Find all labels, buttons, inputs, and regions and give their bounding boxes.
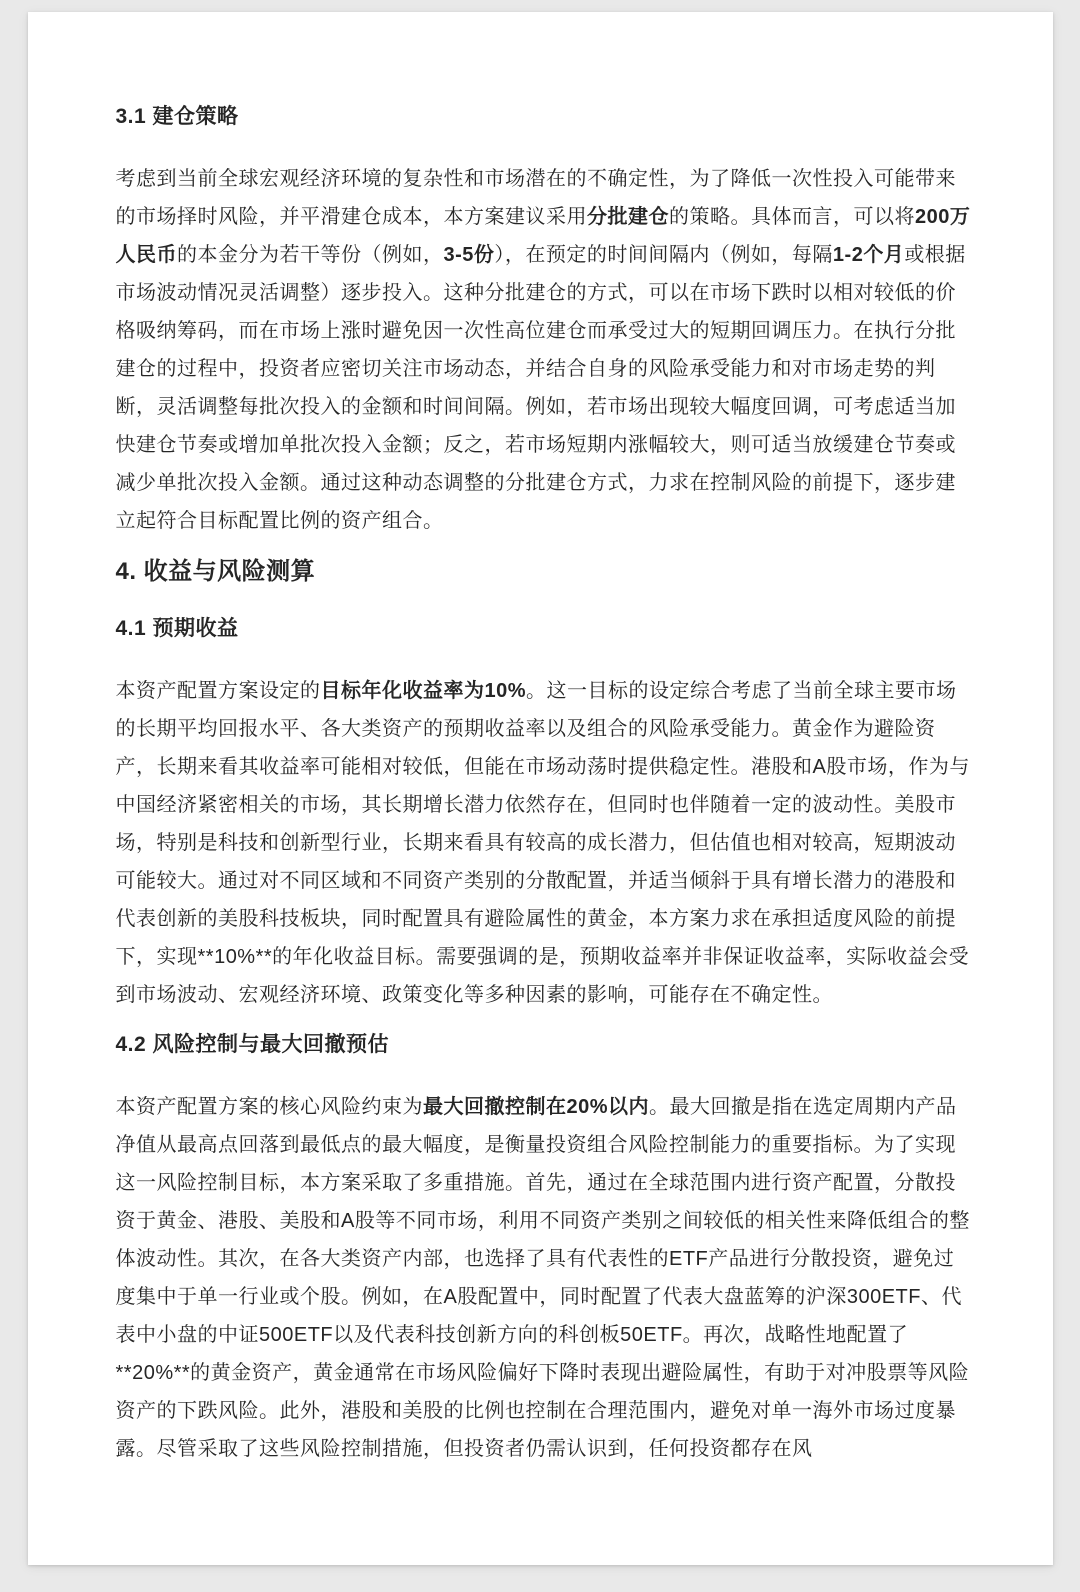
section-heading-3-1: 3.1 建仓策略	[115, 105, 239, 128]
paragraph-position-building: 考虑到当前全球宏观经济环境的复杂性和市场潜在的不确定性，为了降低一次性投入可能带来的市场择时风险，并平滑建仓成本，本方案建议采用分批建仓的策略。具体而言，可以将200万人民币的本金分为若干等份（例如，3-5份），在预定的时间间隔内（例如，每隔1-2个月或根据市场波动情况灵活调整）逐步投入。这种分批建仓的方式，可以在市场下跌时以相对较低的价格吸纳筹码，而在市场上涨时避免因一次性高位建仓而承受过大的短期回调压力。在执行分批建仓的过程中，投资者应密切关注市场动态，并结合自身的风险承受能力和对市场走势的判断，灵活调整每批次投入的金额和时间间隔。例如，若市场出现较大幅度回调，可考虑适当加快建仓节奏或增加单批次投入金额；反之，若市场短期内涨幅较大，则可适当放缓建仓节奏或减少单批次投入金额。通过这种动态调整的分批建仓方式，力求在控制风险的前提下，逐步建立起符合目标配置比例的资产组合。	[115, 168, 971, 532]
paragraph-expected-return: 本资产配置方案设定的目标年化收益率为10%。这一目标的设定综合考虑了当前全球主要市场的长期平均回报水平、各大类资产的预期收益率以及组合的风险承受能力。黄金作为避险资产，长期来看其收益率可能相对较低，但能在市场动荡时提供稳定性。港股和A股市场，作为与中国经济紧密相关的市场，其长期增长潜力依然存在，但同时也伴随着一定的波动性。美股市场，特别是科技和创新型行业，长期来看具有较高的成长潜力，但估值也相对较高，短期波动可能较大。通过对不同区域和不同资产类别的分散配置，并适当倾斜于具有增长潜力的港股和代表创新的美股科技板块，同时配置具有避险属性的黄金，本方案力求在承担适度风险的前提下，实现**10%**的年化收益目标。需要强调的是，预期收益率并非保证收益率，实际收益会受到市场波动、宏观经济环境、政策变化等多种因素的影响，可能存在不确定性。	[115, 680, 970, 1006]
paragraph-risk-control: 本资产配置方案的核心风险约束为最大回撤控制在20%以内。最大回撤是指在选定周期内产品净值从最高点回落到最低点的最大幅度，是衡量投资组合风险控制能力的重要指标。为了实现这一风险控制目标，本方案采取了多重措施。首先，通过在全球范围内进行资产配置，分散投资于黄金、港股、美股和A股等不同市场，利用不同资产类别之间较低的相关性来降低组合的整体波动性。其次，在各大类资产内部，也选择了具有代表性的ETF产品进行分散投资，避免过度集中于单一行业或个股。例如，在A股配置中，同时配置了代表大盘蓝筹的沪深300ETF、代表中小盘的中证500ETF以及代表科技创新方向的科创板50ETF。再次，战略性地配置了**20%**的黄金资产，黄金通常在市场风险偏好下降时表现出避险属性，有助于对冲股票等风险资产的下跌风险。此外，港股和美股的比例也控制在合理范围内，避免对单一海外市场过度暴露。尽管采取了这些风险控制措施，但投资者仍需认识到，任何投资都存在风	[115, 1096, 970, 1460]
section-heading-4-2: 4.2 风险控制与最大回撤预估	[115, 1033, 390, 1056]
section-heading-4-1: 4.1 预期收益	[115, 617, 239, 640]
document-page	[28, 12, 1053, 1565]
section-heading-4: 4. 收益与风险测算	[115, 558, 316, 585]
